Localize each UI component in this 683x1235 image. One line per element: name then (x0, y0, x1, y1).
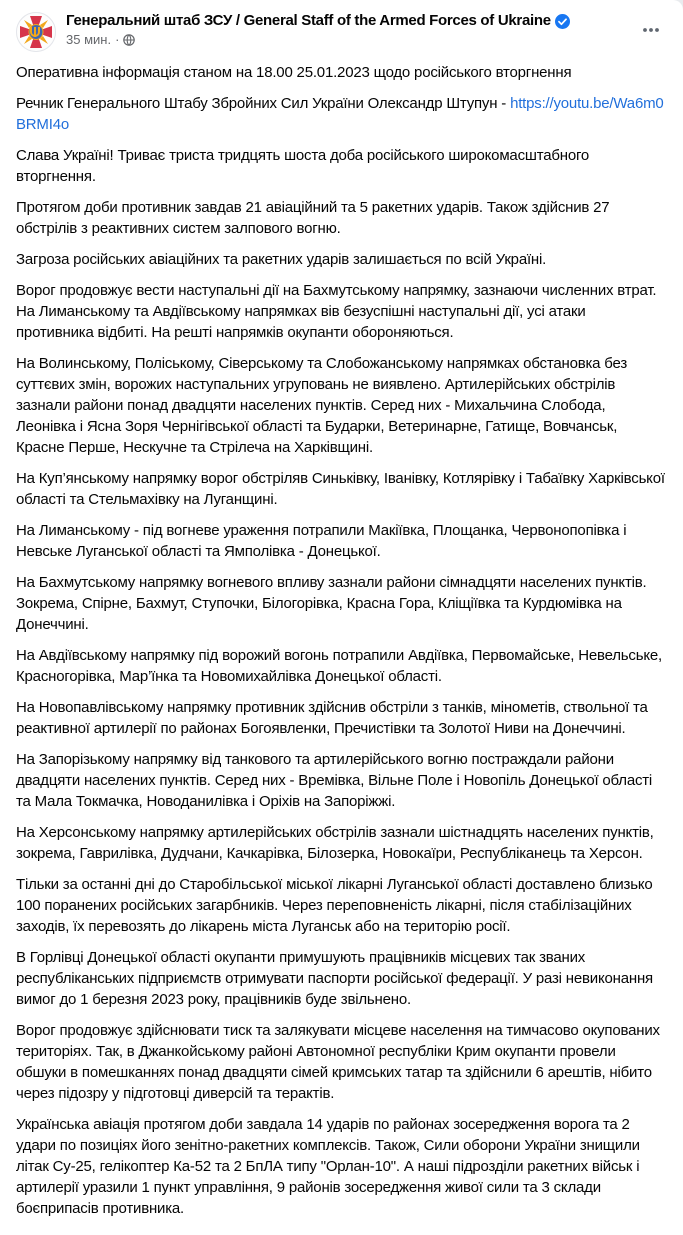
verified-badge-icon (555, 14, 570, 29)
youtube-link[interactable]: https://youtu.be/Wa6m0BRMI4o (16, 95, 664, 133)
post-body (0, 56, 683, 1235)
page-name-row (66, 12, 635, 29)
post-paragraph: Протягом доби противник завдав 21 авіаційний та 5 ракетних ударів. Також здійснив 27 обстрілів з реактивних систем залпового вогню. (16, 199, 610, 237)
post-timestamp[interactable]: 35 мин. (66, 32, 112, 47)
post-paragraph: Українська авіація протягом доби завдала 14 ударів по районах зосередження ворога та 2 удари по позиціях його зенітно-ракетних комплексів. Також, Сили оборони України знищили літак Су-25, гелікоптер Ка-52 та 2 БпЛА типу "Орлан-10". А наші підрозділи ракетних військ і артилерії уразили 1 пункт управління, 9 районів зосередження живої сили та 3 склади боєприпасів противника. (16, 1116, 640, 1217)
general-staff-emblem-icon (16, 12, 56, 52)
spokesman-text: Речник Генерального Штабу Збройних Сил України Олександр Штупун - (16, 95, 507, 112)
post-paragraph: На Волинському, Поліському, Сіверському та Слобожанському напрямках обстановка без суттєвих змін, ворожих наступальних угруповань не виявлено. Артилерійських обстрілів зазнали райони понад двадцяти населених пунктів. Серед них - Михальчина Слобода, Леонівка і Ясна Зоря Чернігівської області та Бударки, Ветеринарне, Гатище, Вовчанськ, Красне Перше, Нескучне та Стрілеча на Харківщині. (16, 355, 627, 456)
post-paragraph: На Лиманському - під вогневе ураження потрапили Макіївка, Площанка, Червонопопівка і Невське Луганської області та Ямполівка - Донецької. (16, 522, 627, 560)
post-paragraph: Загроза російських авіаційних та ракетних ударів залишається по всій Україні. (16, 251, 547, 268)
page-name-link[interactable]: Генеральний штаб ЗСУ / General Staff of the Armed Forces of Ukraine (66, 12, 551, 29)
post-paragraph: Ворог продовжує здійснювати тиск та залякувати місцеве населення на тимчасово окупованих територіях. Так, в Джанкойському районі Автономної республіки Крим окупанти провели обшуки в помешканнях понад двадцяти сімей кримських татар та здійснили 6 арештів, нібито через підозру у підготовці диверсій та терактів. (16, 1022, 660, 1102)
post-paragraph: В Горлівці Донецької області окупанти примушують працівників місцевих так званих республіканських підприємств отримувати паспорти російської федерації. У разі невиконання вимог до 1 березня 2023 року, працівників буде звільнено. (16, 949, 653, 1008)
post-paragraph: На Куп’янському напрямку ворог обстріляв Синьківку, Іванівку, Котлярівку і Табаївку Харківської області та Стельмахівку на Луганщині. (16, 470, 665, 508)
post-meta-row (66, 32, 635, 47)
post-paragraph: На Запорізькому напрямку від танкового та артилерійського вогню постраждали райони двадцяти населених пунктів. Серед них - Времівка, Вільне Поле і Новопіль Донецької області та Мала Токмачка, Новоданилівка і Оріхів на Запоріжжі. (16, 751, 653, 810)
post-header (0, 0, 683, 56)
post-paragraph: На Бахмутському напрямку вогневого впливу зазнали райони сімнадцяти населених пунктів. Зокрема, Спірне, Бахмут, Ступочки, Білогорівка, Красна Гора, Кліщіївка та Курдюмівка на Донеччині. (16, 574, 647, 633)
post-menu-button[interactable] (635, 14, 667, 46)
post-paragraph-spokesman (16, 93, 667, 135)
post-header-text (66, 12, 635, 47)
post-paragraph: На Херсонському напрямку артилерійських обстрілів зазнали шістнадцять населених пунктів, зокрема, Гаврилівка, Дудчани, Качкарівка, Білозерка, Новокаїри, Республіканець та Херсон. (16, 824, 654, 862)
post-paragraph-lead: Оперативна інформація станом на 18.00 25.01.2023 щодо російського вторгнення (16, 64, 572, 81)
post-paragraph: Ворог продовжує вести наступальні дії на Бахмутському напрямку, зазнаючи численних втрат. На Лиманському та Авдіївському напрямках вів безуспішні наступальні дії, усі атаки противника відбиті. На решті напрямків окупанти обороняються. (16, 282, 657, 341)
post-paragraph: На Авдіївському напрямку під ворожий вогонь потрапили Авдіївка, Первомайське, Невельське, Красногорівка, Мар’їнка та Новомихайлівка Донецької області. (16, 647, 662, 685)
post-paragraph: Тільки за останні дні до Старобільської міської лікарні Луганської області доставлено близько 100 поранених російських загарбників. Через переповненість лікарні, після стабілізаційних заходів, їх перевозять до лікарень міста Луганськ або на територію росії. (16, 876, 653, 935)
meta-separator: · (115, 32, 120, 47)
post-paragraph: Слава Україні! Триває триста тридцять шоста доба російського широкомасштабного вторгнення. (16, 147, 590, 185)
page-avatar[interactable] (16, 12, 56, 52)
ellipsis-icon (641, 20, 661, 40)
post-paragraph: На Новопавлівському напрямку противник здійснив обстріли з танків, мінометів, ствольної та реактивної артилерії по районах Богоявленки, Пречистівки та Золотої Ниви на Донеччині. (16, 699, 648, 737)
globe-privacy-icon (123, 34, 135, 46)
